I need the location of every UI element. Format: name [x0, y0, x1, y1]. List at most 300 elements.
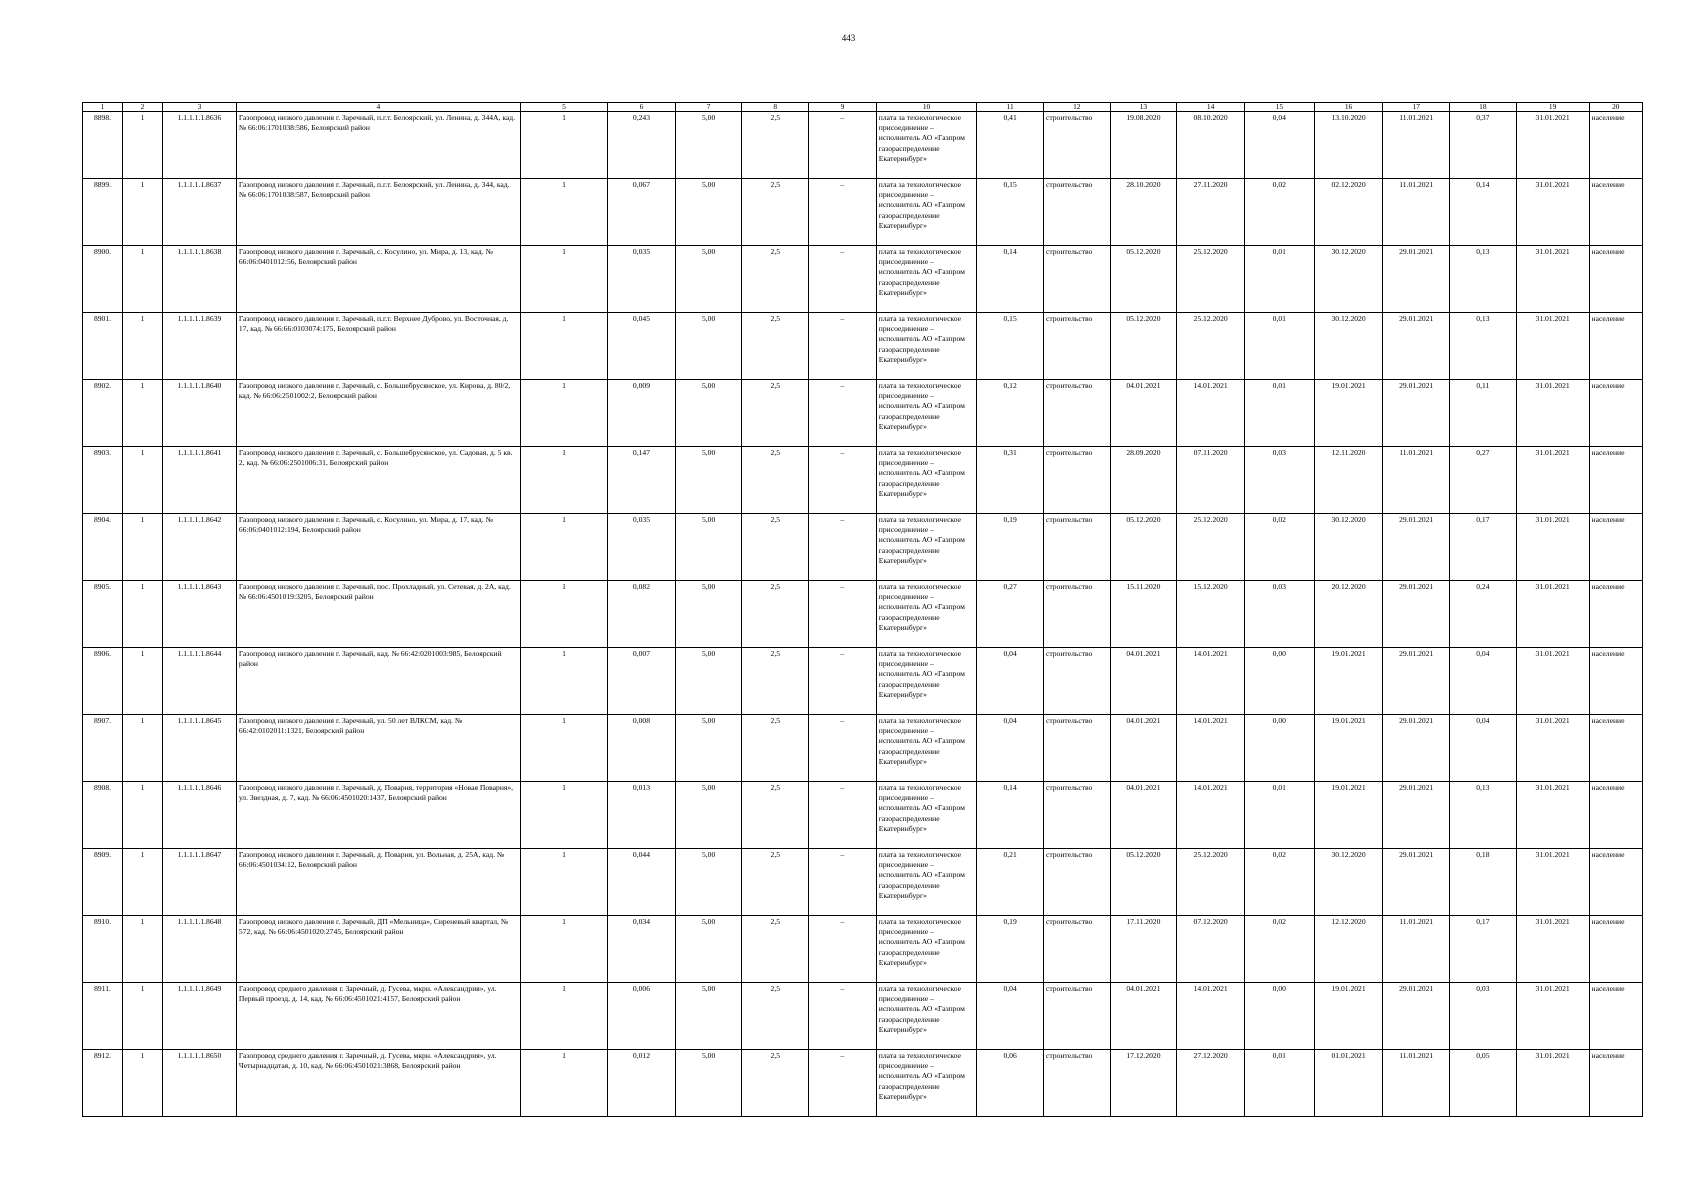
table-cell: строительство [1043, 916, 1110, 983]
table-cell: 0,37 [1450, 112, 1517, 179]
table-cell: 1 [123, 1050, 163, 1117]
table-cell: плата за технологическое присоединение – исполнитель АО «Газпром газораспределение Екатеринбург» [876, 447, 977, 514]
table-cell: 0,035 [608, 246, 676, 313]
column-number: 5 [520, 103, 607, 112]
table-row [83, 313, 1643, 380]
table-cell: 0,00 [1244, 715, 1314, 782]
column-number: 18 [1450, 103, 1517, 112]
table-cell: население [1589, 179, 1642, 246]
table-cell: 5,00 [675, 313, 742, 380]
table-cell: 19.01.2021 [1314, 983, 1383, 1050]
table-cell: строительство [1043, 112, 1110, 179]
table-cell: 31.01.2021 [1516, 648, 1589, 715]
table-cell: население [1589, 715, 1642, 782]
table-cell: население [1589, 380, 1642, 447]
table-cell: строительство [1043, 246, 1110, 313]
table-cell: 1.1.1.1.1.8638 [163, 246, 237, 313]
table-cell: 1 [520, 514, 607, 581]
table-cell: 31.01.2021 [1516, 447, 1589, 514]
table-cell: 29.01.2021 [1383, 782, 1450, 849]
table-cell: 0,04 [1450, 648, 1517, 715]
table-cell: 0,013 [608, 782, 676, 849]
table-cell: 31.01.2021 [1516, 1050, 1589, 1117]
table-cell: 8911. [83, 983, 123, 1050]
table-cell: 0,24 [1450, 581, 1517, 648]
table-cell: 27.12.2020 [1177, 1050, 1245, 1117]
table-cell: 31.01.2021 [1516, 380, 1589, 447]
table-cell: 0,03 [1244, 581, 1314, 648]
table-cell: 29.01.2021 [1383, 715, 1450, 782]
column-number: 4 [236, 103, 520, 112]
table-cell: население [1589, 246, 1642, 313]
table-cell: плата за технологическое присоединение – исполнитель АО «Газпром газораспределение Екатеринбург» [876, 782, 977, 849]
table-cell: Газопровод низкого давления г. Заречный, д. Поварня, территория «Новая Поварня», ул. Звездная, д. 7, кад. № 66:06:4501020:1437, Белоярский район [236, 782, 520, 849]
table-cell: 0,01 [1244, 782, 1314, 849]
table-cell: 05.12.2020 [1110, 313, 1177, 380]
table-cell: население [1589, 782, 1642, 849]
table-cell: 20.12.2020 [1314, 581, 1383, 648]
table-cell: 30.12.2020 [1314, 514, 1383, 581]
table-cell: 5,00 [675, 447, 742, 514]
table-cell: 1.1.1.1.1.8650 [163, 1050, 237, 1117]
table-cell: 0,03 [1244, 447, 1314, 514]
table-cell: 11.01.2021 [1383, 447, 1450, 514]
table-cell: – [809, 447, 877, 514]
table-cell: 31.01.2021 [1516, 313, 1589, 380]
table-cell: 1.1.1.1.1.8640 [163, 380, 237, 447]
table-row [83, 916, 1643, 983]
table-cell: Газопровод низкого давления г. Заречный, д. Поварня, ул. Вольная, д. 25А, кад. № 66:06:4501034:12, Белоярский район [236, 849, 520, 916]
table-cell: 2,5 [742, 447, 809, 514]
table-cell: 1 [123, 313, 163, 380]
table-cell: 31.01.2021 [1516, 916, 1589, 983]
table-cell: 5,00 [675, 916, 742, 983]
table-cell: 0,00 [1244, 648, 1314, 715]
table-cell: 1 [520, 179, 607, 246]
table-row [83, 112, 1643, 179]
table-cell: – [809, 514, 877, 581]
table-cell: 1.1.1.1.1.8643 [163, 581, 237, 648]
table-cell: 0,02 [1244, 514, 1314, 581]
column-number: 9 [809, 103, 877, 112]
table-cell: строительство [1043, 849, 1110, 916]
table-cell: 0,12 [977, 380, 1044, 447]
table-cell: 0,00 [1244, 983, 1314, 1050]
table-cell: 2,5 [742, 380, 809, 447]
table-cell: 04.01.2021 [1110, 983, 1177, 1050]
table-cell: 1 [123, 916, 163, 983]
table-cell: 29.01.2021 [1383, 246, 1450, 313]
column-number: 15 [1244, 103, 1314, 112]
table-row [83, 782, 1643, 849]
table-row [83, 983, 1643, 1050]
table-cell: – [809, 715, 877, 782]
table-cell: 31.01.2021 [1516, 715, 1589, 782]
table-cell: 8909. [83, 849, 123, 916]
table-cell: 1.1.1.1.1.8647 [163, 849, 237, 916]
table-cell: Газопровод низкого давления г. Заречный, п.г.т. Белоярский, ул. Ленина, д. 344, кад. № 66:06:1701038:587, Белоярский район [236, 179, 520, 246]
table-cell: население [1589, 1050, 1642, 1117]
table-cell: 0,15 [977, 179, 1044, 246]
table-cell: строительство [1043, 581, 1110, 648]
table-cell: 11.01.2021 [1383, 112, 1450, 179]
table-row [83, 514, 1643, 581]
table-cell: 1 [520, 581, 607, 648]
table-cell: 2,5 [742, 916, 809, 983]
table-cell: 17.11.2020 [1110, 916, 1177, 983]
table-cell: 8902. [83, 380, 123, 447]
table-cell: 30.12.2020 [1314, 313, 1383, 380]
table-cell: 19.01.2021 [1314, 380, 1383, 447]
table-cell: 1 [123, 715, 163, 782]
table-cell: плата за технологическое присоединение – исполнитель АО «Газпром газораспределение Екатеринбург» [876, 380, 977, 447]
table-cell: Газопровод низкого давления г. Заречный, с. Косулино, ул. Мира, д. 17, кад. № 66:06:0401012:194, Белоярский район [236, 514, 520, 581]
table-row [83, 179, 1643, 246]
table-cell: население [1589, 916, 1642, 983]
table-cell: 14.01.2021 [1177, 715, 1245, 782]
table-cell: 0,02 [1244, 179, 1314, 246]
table-cell: 29.01.2021 [1383, 581, 1450, 648]
table-cell: 1.1.1.1.1.8636 [163, 112, 237, 179]
table-cell: 29.01.2021 [1383, 380, 1450, 447]
table-row [83, 447, 1643, 514]
table-cell: 31.01.2021 [1516, 983, 1589, 1050]
table-cell: 0,14 [977, 246, 1044, 313]
table-cell: 0,06 [977, 1050, 1044, 1117]
column-number: 6 [608, 103, 676, 112]
table-cell: 28.09.2020 [1110, 447, 1177, 514]
table-cell: 31.01.2021 [1516, 179, 1589, 246]
table-cell: 0,006 [608, 983, 676, 1050]
table-cell: плата за технологическое присоединение – исполнитель АО «Газпром газораспределение Екатеринбург» [876, 648, 977, 715]
table-cell: 29.01.2021 [1383, 648, 1450, 715]
table-cell: 8906. [83, 648, 123, 715]
column-number: 12 [1043, 103, 1110, 112]
table-cell: 5,00 [675, 380, 742, 447]
table-cell: 2,5 [742, 112, 809, 179]
table-cell: 15.11.2020 [1110, 581, 1177, 648]
table-cell: 0,19 [977, 514, 1044, 581]
table-cell: население [1589, 983, 1642, 1050]
table-cell: 29.01.2021 [1383, 313, 1450, 380]
table-cell: Газопровод низкого давления г. Заречный, кад. № 66:42:0201003:985, Белоярский район [236, 648, 520, 715]
table-cell: 14.01.2021 [1177, 380, 1245, 447]
table-cell: 1 [520, 447, 607, 514]
table-cell: 1 [123, 447, 163, 514]
table-cell: 8903. [83, 447, 123, 514]
table-cell: 0,31 [977, 447, 1044, 514]
table-cell: Газопровод низкого давления г. Заречный, п.г.т. Верхнее Дуброво, ул. Восточная, д. 17, кад. № 66:66:0103074:175, Белоярский район [236, 313, 520, 380]
table-cell: 1.1.1.1.1.8644 [163, 648, 237, 715]
page-number: 443 [841, 33, 856, 43]
table-cell: 0,082 [608, 581, 676, 648]
table-cell: 07.12.2020 [1177, 916, 1245, 983]
table-cell: 0,147 [608, 447, 676, 514]
table-cell: 0,01 [1244, 1050, 1314, 1117]
table-cell: 5,00 [675, 581, 742, 648]
table-row [83, 380, 1643, 447]
table-cell: население [1589, 648, 1642, 715]
table-cell: 1.1.1.1.1.8648 [163, 916, 237, 983]
table-cell: строительство [1043, 1050, 1110, 1117]
table-cell: Газопровод низкого давления г. Заречный, с. Косулино, ул. Мира, д. 13, кад. № 66:06:0401012:56, Белоярский район [236, 246, 520, 313]
table-cell: 1 [520, 313, 607, 380]
table-cell: плата за технологическое присоединение – исполнитель АО «Газпром газораспределение Екатеринбург» [876, 983, 977, 1050]
table-cell: плата за технологическое присоединение – исполнитель АО «Газпром газораспределение Екатеринбург» [876, 916, 977, 983]
table-cell: 1.1.1.1.1.8645 [163, 715, 237, 782]
table-cell: 1 [123, 581, 163, 648]
table-cell: 1 [520, 648, 607, 715]
table-row [83, 581, 1643, 648]
table-cell: 14.01.2021 [1177, 648, 1245, 715]
table-cell: 8910. [83, 916, 123, 983]
table-cell: 1 [520, 916, 607, 983]
column-number: 2 [123, 103, 163, 112]
table-cell: 08.10.2020 [1177, 112, 1245, 179]
table-cell: население [1589, 447, 1642, 514]
table-cell: 31.01.2021 [1516, 514, 1589, 581]
table-cell: – [809, 246, 877, 313]
table-cell: 5,00 [675, 514, 742, 581]
table-cell: 29.01.2021 [1383, 514, 1450, 581]
table-cell: 8899. [83, 179, 123, 246]
table-cell: 0,15 [977, 313, 1044, 380]
table-cell: 0,04 [1450, 715, 1517, 782]
table-cell: 25.12.2020 [1177, 514, 1245, 581]
table-cell: 1 [520, 246, 607, 313]
table-cell: 0,19 [977, 916, 1044, 983]
table-cell: 30.12.2020 [1314, 849, 1383, 916]
table-cell: 5,00 [675, 112, 742, 179]
table-row [83, 246, 1643, 313]
table-cell: 0,007 [608, 648, 676, 715]
table-cell: 1 [520, 1050, 607, 1117]
table-cell: 1 [520, 983, 607, 1050]
table-cell: 0,11 [1450, 380, 1517, 447]
table-cell: Газопровод среднего давления г. Заречный, д. Гусева, мкрн. «Александрия», ул. Первый проезд, д. 14, кад. № 66:06:4501021:4157, Белоярский район [236, 983, 520, 1050]
table-cell: население [1589, 112, 1642, 179]
table-cell: Газопровод низкого давления г. Заречный, с. Большебрусянское, ул. Садовая, д. 5 кв. 2, кад. № 66:06:2501006:31, Белоярский район [236, 447, 520, 514]
table-cell: 1.1.1.1.1.8639 [163, 313, 237, 380]
table-cell: 0,04 [977, 983, 1044, 1050]
table-cell: строительство [1043, 514, 1110, 581]
table-cell: строительство [1043, 313, 1110, 380]
table-cell: плата за технологическое присоединение – исполнитель АО «Газпром газораспределение Екатеринбург» [876, 715, 977, 782]
table-cell: 2,5 [742, 983, 809, 1050]
table-cell: 5,00 [675, 648, 742, 715]
table-cell: строительство [1043, 983, 1110, 1050]
table-cell: 0,035 [608, 514, 676, 581]
table-cell: строительство [1043, 715, 1110, 782]
table-cell: 1.1.1.1.1.8646 [163, 782, 237, 849]
table-cell: 19.01.2021 [1314, 782, 1383, 849]
table-cell: 04.01.2021 [1110, 380, 1177, 447]
table-cell: 11.01.2021 [1383, 179, 1450, 246]
table-cell: 0,04 [1244, 112, 1314, 179]
table-cell: 2,5 [742, 179, 809, 246]
table-cell: Газопровод низкого давления г. Заречный, п.г.т. Белоярский, ул. Ленина, д. 344А, кад. № 66:06:1701038:586, Белоярский район [236, 112, 520, 179]
table-cell: 13.10.2020 [1314, 112, 1383, 179]
column-number: 13 [1110, 103, 1177, 112]
table-cell: 0,13 [1450, 782, 1517, 849]
table-cell: строительство [1043, 447, 1110, 514]
table-cell: 04.01.2021 [1110, 782, 1177, 849]
table-cell: 0,21 [977, 849, 1044, 916]
table-cell: 07.11.2020 [1177, 447, 1245, 514]
table-cell: 31.01.2021 [1516, 782, 1589, 849]
table-cell: 1 [520, 380, 607, 447]
table-cell: 8898. [83, 112, 123, 179]
table-cell: Газопровод низкого давления г. Заречный, ДП «Мельница», Сиреневый квартал, № 572, кад. № 66:06:4501020:2745, Белоярский район [236, 916, 520, 983]
table-cell: 0,04 [977, 648, 1044, 715]
table-cell: – [809, 849, 877, 916]
table-cell: – [809, 983, 877, 1050]
table-cell: 0,17 [1450, 916, 1517, 983]
table-cell: 30.12.2020 [1314, 246, 1383, 313]
table-cell: 1 [123, 849, 163, 916]
table-cell: 1 [123, 983, 163, 1050]
table-cell: население [1589, 849, 1642, 916]
table-cell: 2,5 [742, 246, 809, 313]
table-cell: плата за технологическое присоединение – исполнитель АО «Газпром газораспределение Екатеринбург» [876, 246, 977, 313]
table-cell: 2,5 [742, 715, 809, 782]
table-cell: 8905. [83, 581, 123, 648]
table-row [83, 648, 1643, 715]
table-cell: 5,00 [675, 715, 742, 782]
column-number: 20 [1589, 103, 1642, 112]
table-cell: население [1589, 313, 1642, 380]
table-cell: 12.12.2020 [1314, 916, 1383, 983]
table-cell: 1.1.1.1.1.8642 [163, 514, 237, 581]
table-cell: 2,5 [742, 313, 809, 380]
table-cell: 8907. [83, 715, 123, 782]
table-cell: 05.12.2020 [1110, 849, 1177, 916]
table-cell: 04.01.2021 [1110, 648, 1177, 715]
table-cell: 0,18 [1450, 849, 1517, 916]
table-cell: 25.12.2020 [1177, 313, 1245, 380]
table-cell: 2,5 [742, 782, 809, 849]
table-cell: 04.01.2021 [1110, 715, 1177, 782]
column-number: 11 [977, 103, 1044, 112]
table-cell: 0,27 [977, 581, 1044, 648]
table-cell: 5,00 [675, 179, 742, 246]
column-number: 3 [163, 103, 237, 112]
table-cell: 8912. [83, 1050, 123, 1117]
table-cell: – [809, 648, 877, 715]
table-cell: 11.01.2021 [1383, 916, 1450, 983]
table-cell: плата за технологическое присоединение – исполнитель АО «Газпром газораспределение Екатеринбург» [876, 849, 977, 916]
table-cell: 0,13 [1450, 313, 1517, 380]
table-cell: 11.01.2021 [1383, 1050, 1450, 1117]
table-cell: 29.01.2021 [1383, 849, 1450, 916]
table-cell: – [809, 581, 877, 648]
table-cell: 0,067 [608, 179, 676, 246]
column-number: 7 [675, 103, 742, 112]
column-number-row [83, 103, 1643, 112]
table-cell: плата за технологическое присоединение – исполнитель АО «Газпром газораспределение Екатеринбург» [876, 179, 977, 246]
table-cell: 19.08.2020 [1110, 112, 1177, 179]
column-number: 19 [1516, 103, 1589, 112]
table-cell: – [809, 916, 877, 983]
table-cell: 5,00 [675, 782, 742, 849]
column-number: 1 [83, 103, 123, 112]
table-row [83, 849, 1643, 916]
table-cell: 0,02 [1244, 849, 1314, 916]
table-cell: 1.1.1.1.1.8637 [163, 179, 237, 246]
table-cell: строительство [1043, 380, 1110, 447]
table-cell: Газопровод среднего давления г. Заречный, д. Гусева, мкрн. «Александрия», ул. Четырнадцатая, д. 10, кад. № 66:06:4501021:3868, Белоярский район [236, 1050, 520, 1117]
table-cell: 0,02 [1244, 916, 1314, 983]
table-cell: 0,03 [1450, 983, 1517, 1050]
table-cell: 17.12.2020 [1110, 1050, 1177, 1117]
table-cell: 1 [123, 246, 163, 313]
table-cell: 31.01.2021 [1516, 246, 1589, 313]
table-cell: 0,009 [608, 380, 676, 447]
table-cell: 31.01.2021 [1516, 581, 1589, 648]
table-cell: плата за технологическое присоединение – исполнитель АО «Газпром газораспределение Екатеринбург» [876, 112, 977, 179]
table-cell: 1 [123, 179, 163, 246]
table-cell: 0,01 [1244, 246, 1314, 313]
table-cell: население [1589, 581, 1642, 648]
table-cell: 19.01.2021 [1314, 715, 1383, 782]
column-number: 8 [742, 103, 809, 112]
table-cell: плата за технологическое присоединение – исполнитель АО «Газпром газораспределение Екатеринбург» [876, 313, 977, 380]
table-cell: – [809, 1050, 877, 1117]
table-cell: 0,01 [1244, 380, 1314, 447]
table-cell: Газопровод низкого давления г. Заречный, с. Большебрусянское, ул. Кирова, д. 80/2, кад. № 66:06:2501002:2, Белоярский район [236, 380, 520, 447]
table-cell: 12.11.2020 [1314, 447, 1383, 514]
table-cell: 1 [123, 782, 163, 849]
table-cell: 0,012 [608, 1050, 676, 1117]
table-cell: 8904. [83, 514, 123, 581]
table-cell: 1.1.1.1.1.8641 [163, 447, 237, 514]
table-cell: население [1589, 514, 1642, 581]
table-cell: 29.01.2021 [1383, 983, 1450, 1050]
table-cell: 1 [123, 112, 163, 179]
table-cell: 19.01.2021 [1314, 648, 1383, 715]
table-cell: 8901. [83, 313, 123, 380]
table-cell: 2,5 [742, 849, 809, 916]
table-cell: 0,01 [1244, 313, 1314, 380]
column-number: 16 [1314, 103, 1383, 112]
column-number: 14 [1177, 103, 1245, 112]
table-cell: 01.01.2021 [1314, 1050, 1383, 1117]
table-cell: – [809, 313, 877, 380]
table-cell: – [809, 179, 877, 246]
table-cell: 1 [123, 648, 163, 715]
table-cell: строительство [1043, 648, 1110, 715]
table-cell: 1 [123, 380, 163, 447]
table-cell: плата за технологическое присоединение – исполнитель АО «Газпром газораспределение Екатеринбург» [876, 581, 977, 648]
table-cell: 1 [123, 514, 163, 581]
table-cell: Газопровод низкого давления г. Заречный, пос. Прохладный, ул. Сетевая, д. 2А, кад. № 66:06:4501019:3205, Белоярский район [236, 581, 520, 648]
table-cell: плата за технологическое присоединение – исполнитель АО «Газпром газораспределение Екатеринбург» [876, 1050, 977, 1117]
table-cell: Газопровод низкого давления г. Заречный, ул. 50 лет ВЛКСМ, кад. № 66:42:0102011:1321, Белоярский район [236, 715, 520, 782]
table-cell: 0,14 [977, 782, 1044, 849]
table-cell: 1 [520, 715, 607, 782]
table-cell: 25.12.2020 [1177, 849, 1245, 916]
table-cell: 31.01.2021 [1516, 112, 1589, 179]
table-row [83, 715, 1643, 782]
table-cell: 15.12.2020 [1177, 581, 1245, 648]
table-cell: 5,00 [675, 1050, 742, 1117]
table-cell: 0,27 [1450, 447, 1517, 514]
table-cell: 5,00 [675, 983, 742, 1050]
table-cell: 2,5 [742, 514, 809, 581]
table-cell: 0,044 [608, 849, 676, 916]
table-cell: 27.11.2020 [1177, 179, 1245, 246]
table-cell: – [809, 112, 877, 179]
